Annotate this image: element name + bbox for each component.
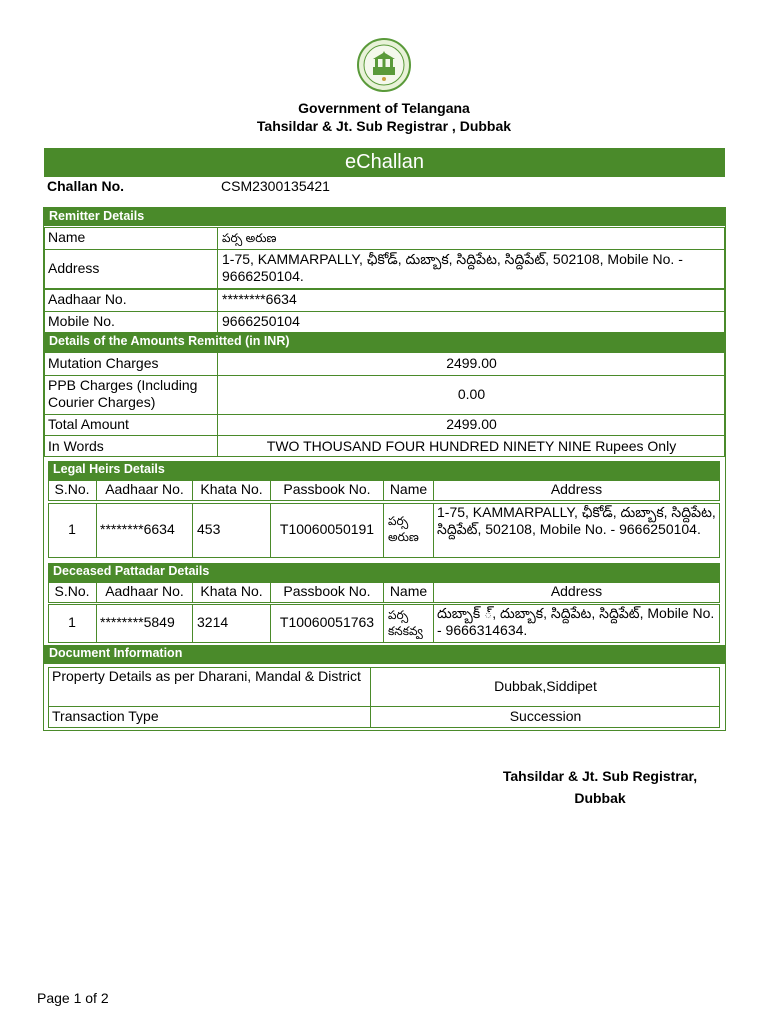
- deceased-khata: 3214: [197, 614, 229, 630]
- echallan-banner: eChallan: [44, 148, 725, 177]
- deceased-aadhaar: ********5849: [100, 614, 175, 630]
- mutation-charges-label: Mutation Charges: [48, 355, 159, 371]
- remitter-mobile-label: Mobile No.: [48, 313, 115, 329]
- deceased-th-aadhaar: Aadhaar No.: [105, 583, 184, 599]
- legal-heirs-address: 1-75, KAMMARPALLY, ఛీకోడ్, దుబ్బాక, సిద్దిపేట, సిద్దిపేట్, 502108, Mobile No. - 9666250104.: [437, 504, 716, 537]
- deceased-pattadar-header: Deceased Pattadar Details: [48, 563, 720, 582]
- telangana-emblem-icon: [356, 37, 412, 93]
- signatory-location: Dubbak: [574, 790, 626, 806]
- deceased-th-sno: S.No.: [54, 583, 90, 599]
- remitter-details-header: Remitter Details: [44, 208, 725, 226]
- challan-no-label: Challan No.: [47, 178, 125, 194]
- deceased-name: పర్స కనకవ్వ: [388, 608, 423, 638]
- legal-heirs-sno: 1: [68, 521, 76, 537]
- legal-heirs-th-khata: Khata No.: [200, 481, 263, 497]
- page-number: Page 1 of 2: [37, 990, 109, 1006]
- legal-heirs-header: Legal Heirs Details: [48, 461, 720, 480]
- legal-heirs-passbook: T10060050191: [279, 521, 375, 537]
- remitter-name-label: Name: [48, 229, 86, 245]
- ppb-charges-value: 0.00: [457, 386, 486, 402]
- amounts-details-header: Details of the Amounts Remitted (in INR): [44, 333, 725, 352]
- mutation-charges-value: 2499.00: [446, 355, 497, 371]
- in-words-value: TWO THOUSAND FOUR HUNDRED NINETY NINE Rupees Only: [266, 438, 677, 454]
- in-words-label: In Words: [48, 438, 104, 454]
- legal-heirs-th-sno: S.No.: [54, 481, 90, 497]
- remitter-aadhaar-label: Aadhaar No.: [48, 291, 127, 307]
- deceased-passbook: T10060051763: [279, 614, 375, 630]
- legal-heirs-aadhaar: ********6634: [100, 521, 175, 537]
- remitter-name-value: పర్స అరుణ: [222, 231, 277, 245]
- legal-heirs-th-passbook: Passbook No.: [283, 481, 371, 497]
- deceased-sno: 1: [68, 614, 76, 630]
- remitter-address-label: Address: [48, 260, 100, 276]
- challan-no-value: CSM2300135421: [221, 178, 330, 194]
- legal-heirs-th-address: Address: [550, 481, 603, 497]
- legal-heirs-name: పర్స అరుణ: [388, 514, 419, 544]
- remitter-address-value: 1-75, KAMMARPALLY, ఛీకోడ్, దుబ్బాక, సిద్దిపేట, సిద్దిపేట్, 502108, Mobile No. - 9666250104.: [222, 251, 683, 284]
- legal-heirs-th-name: Name: [389, 481, 428, 497]
- total-amount-value: 2499.00: [446, 416, 497, 432]
- document-information-header: Document Information: [44, 645, 725, 664]
- government-title: Government of Telangana: [298, 100, 470, 116]
- deceased-th-name: Name: [389, 583, 428, 599]
- transaction-type-label: Transaction Type: [52, 708, 159, 724]
- office-title: Tahsildar & Jt. Sub Registrar , Dubbak: [256, 118, 512, 134]
- remitter-mobile-value: 9666250104: [222, 313, 300, 329]
- deceased-th-khata: Khata No.: [200, 583, 263, 599]
- property-details-value: Dubbak,Siddipet: [494, 678, 597, 694]
- property-details-label: Property Details as per Dharani, Mandal & District: [52, 668, 361, 684]
- legal-heirs-khata: 453: [197, 521, 221, 537]
- deceased-th-address: Address: [550, 583, 603, 599]
- deceased-th-passbook: Passbook No.: [283, 583, 371, 599]
- legal-heirs-th-aadhaar: Aadhaar No.: [105, 481, 184, 497]
- signatory-title: Tahsildar & Jt. Sub Registrar,: [502, 768, 698, 784]
- total-amount-label: Total Amount: [48, 416, 129, 432]
- deceased-address: దుబ్బాక్ ్, దుబ్బాక, సిద్దిపేట, సిద్దిపేట్, Mobile No. - 9666314634.: [437, 605, 715, 638]
- transaction-type-value: Succession: [509, 708, 582, 724]
- ppb-charges-label: PPB Charges (Including Courier Charges): [48, 377, 198, 410]
- remitter-aadhaar-value: ********6634: [222, 291, 297, 307]
